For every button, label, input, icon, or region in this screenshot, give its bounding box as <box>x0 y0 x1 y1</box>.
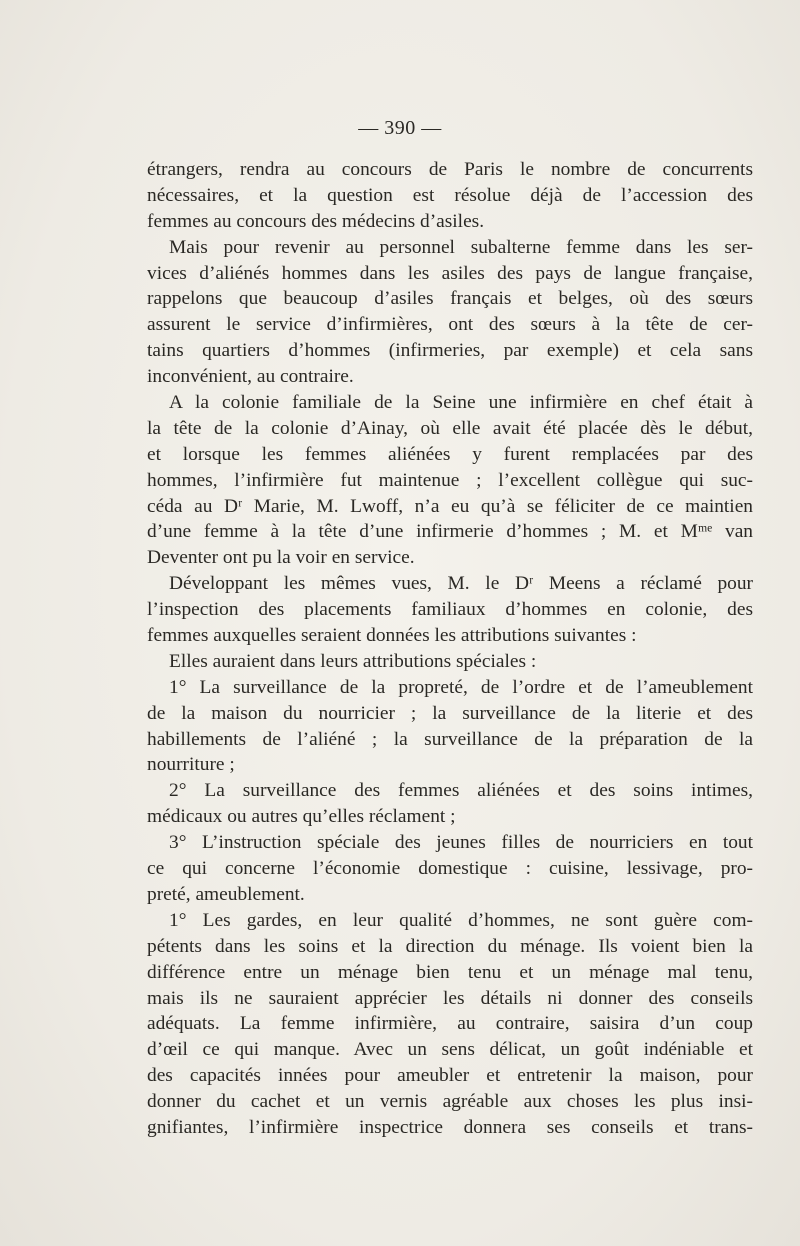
text-line: inconvénient, au contraire. <box>147 366 354 388</box>
text-line: assurent le service d’infirmières, ont des sœurs à la tête de cer- <box>147 314 753 336</box>
text-line: des capacités innées pour ameubler et entretenir la maison, pour <box>147 1065 753 1087</box>
text-line: rappelons que beaucoup d’asiles français et belges, où des sœurs <box>147 288 753 310</box>
text-line: d’une femme à la tête d’une infirmerie d’hommes ; M. et Mᵐᵉ van <box>147 521 753 543</box>
text-line: nourriture ; <box>147 754 235 776</box>
text-line: femmes au concours des médecins d’asiles. <box>147 210 485 232</box>
text-line: mais ils ne sauraient apprécier les détails ni donner des conseils <box>147 987 753 1009</box>
text-line: Mais pour revenir au personnel subalterne femme dans les ser- <box>169 236 753 258</box>
text-line: nécessaires, et la question est résolue déjà de l’accession des <box>147 184 753 206</box>
text-line: étrangers, rendra au concours de Paris le nombre de concurrents <box>147 159 753 180</box>
text-line: 1° Les gardes, en leur qualité d’hommes, ne sont guère com- <box>169 909 753 931</box>
text-line: pétents dans les soins et la direction du ménage. Ils voient bien la <box>147 935 753 957</box>
text-line: gnifiantes, l’infirmière inspectrice donnera ses conseils et trans- <box>147 1116 753 1138</box>
text-line: Développant les mêmes vues, M. le Dʳ Meens a réclamé pour <box>169 573 753 595</box>
text-line: 3° L’instruction spéciale des jeunes filles de nourriciers en tout <box>169 832 753 854</box>
text-line: 2° La surveillance des femmes aliénées et des soins intimes, <box>169 780 753 802</box>
text-line: A la colonie familiale de la Seine une infirmière en chef était à <box>169 392 753 414</box>
page-number: — 390 — <box>358 117 442 139</box>
text-line: hommes, l’infirmière fut maintenue ; l’excellent collègue qui suc- <box>147 469 753 491</box>
text-line: preté, ameublement. <box>147 883 305 905</box>
text-line: médicaux ou autres qu’elles réclament ; <box>147 806 456 828</box>
text-line: Deventer ont pu la voir en service. <box>147 547 415 569</box>
text-line: vices d’aliénés hommes dans les asiles des pays de langue française, <box>147 262 753 284</box>
text-line: tains quartiers d’hommes (infirmeries, par exemple) et cela sans <box>147 340 753 362</box>
text-line: céda au Dʳ Marie, M. Lwoff, n’a eu qu’à se féliciter de ce maintien <box>147 495 753 517</box>
text-line: femmes auxquelles seraient données les attributions suivantes : <box>147 625 637 647</box>
text-line: de la maison du nourricier ; la surveillance de la literie et des <box>147 702 753 724</box>
text-line: et lorsque les femmes aliénées y furent remplacées par des <box>147 443 753 465</box>
text-line: l’inspection des placements familiaux d’hommes en colonie, des <box>147 599 753 621</box>
text-line: la tête de la colonie d’Ainay, où elle avait été placée dès le début, <box>147 417 753 439</box>
text-line: donner du cachet et un vernis agréable aux choses les plus insi- <box>147 1091 753 1113</box>
text-line: adéquats. La femme infirmière, au contraire, saisira d’un coup <box>147 1013 753 1035</box>
text-line: ce qui concerne l’économie domestique : cuisine, lessivage, pro- <box>147 858 753 880</box>
text-line: d’œil ce qui manque. Avec un sens délicat, un goût indéniable et <box>147 1039 753 1061</box>
text-line: 1° La surveillance de la propreté, de l’ordre et de l’ameublement <box>169 676 753 698</box>
text-line: Elles auraient dans leurs attributions spéciales : <box>169 650 537 672</box>
body-text <box>147 157 753 1141</box>
text-line: habillements de l’aliéné ; la surveillance de la préparation de la <box>147 728 753 750</box>
text-line: différence entre un ménage bien tenu et un ménage mal tenu, <box>147 961 753 983</box>
